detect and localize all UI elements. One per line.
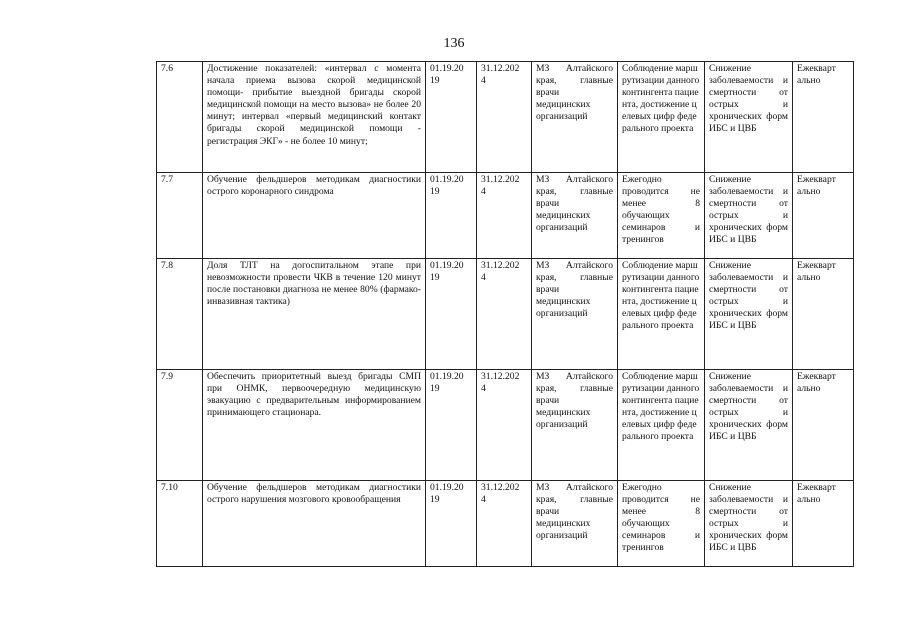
row-effect: Снижение заболеваемости и смертности от острых и хронических форм ИБС и ЦВБ (705, 370, 793, 481)
row-responsible: МЗ Алтайского края, главные врачи медицинских организаций (532, 259, 618, 370)
row-result: Соблюдение маршрутизации данного контингента пациента, достижение целевых цифр федерального проекта (618, 62, 705, 173)
row-responsible: МЗ Алтайского края, главные врачи медицинских организаций (532, 173, 618, 259)
row-period: Ежекварт ально (793, 62, 854, 173)
measures-table (156, 61, 854, 567)
row-responsible: МЗ Алтайского края, главные врачи медицинских организаций (532, 481, 618, 567)
row-period: Ежекварт ально (793, 173, 854, 259)
row-result: Ежегодно проводится не менее 8 обучающих семинаров и тренингов (618, 173, 705, 259)
table-row (157, 481, 854, 567)
row-effect: Снижение заболеваемости и смертности от острых и хронических форм ИБС и ЦВБ (705, 173, 793, 259)
row-end-date: 31.12.202 4 (477, 173, 532, 259)
row-end-date: 31.12.202 4 (477, 259, 532, 370)
row-period: Ежекварт ально (793, 370, 854, 481)
row-result: Соблюдение маршрутизации данного контингента пациента, достижение целевых цифр федерального проекта (618, 370, 705, 481)
row-number: 7.7 (157, 173, 203, 259)
row-number: 7.6 (157, 62, 203, 173)
row-effect: Снижение заболеваемости и смертности от острых и хронических форм ИБС и ЦВБ (705, 259, 793, 370)
row-result: Ежегодно проводится не менее 8 обучающих семинаров и тренингов (618, 481, 705, 567)
table-row (157, 259, 854, 370)
row-start-date: 01.19.20 19 (426, 173, 477, 259)
row-description: Обучение фельдшеров методикам диагностики острого нарушения мозгового кровообращения (203, 481, 426, 567)
row-description: Достижение показателей: «интервал с момента начала приема вызова скорой медицинской помощи- прибытие выездной бригады скорой медицинской помощи на место вызова» не более 20 минут; интервал «первый медицинский контакт бригады скорой медицинской помощи - регистрация ЭКГ» - не более 10 минут; (203, 62, 426, 173)
row-description: Обучение фельдшеров методикам диагностики острого коронарного синдрома (203, 173, 426, 259)
row-number: 7.10 (157, 481, 203, 567)
row-period: Ежекварт ально (793, 259, 854, 370)
row-end-date: 31.12.202 4 (477, 370, 532, 481)
row-responsible: МЗ Алтайского края, главные врачи медицинских организаций (532, 370, 618, 481)
row-end-date: 31.12.202 4 (477, 481, 532, 567)
row-description: Обеспечить приоритетный выезд бригады СМП при ОНМК, первоочередную медицинскую эвакуацию с предварительным информированием принимающего стационара. (203, 370, 426, 481)
row-number: 7.9 (157, 370, 203, 481)
row-start-date: 01.19.20 19 (426, 370, 477, 481)
row-start-date: 01.19.20 19 (426, 259, 477, 370)
row-end-date: 31.12.202 4 (477, 62, 532, 173)
row-description: Доля ТЛТ на догоспитальном этапе при невозможности провести ЧКВ в течение 120 минут после постановки диагноза не менее 80% (фармако-инвазивная тактика) (203, 259, 426, 370)
row-start-date: 01.19.20 19 (426, 481, 477, 567)
row-start-date: 01.19.20 19 (426, 62, 477, 173)
row-period: Ежекварт ально (793, 481, 854, 567)
row-result: Соблюдение маршрутизации данного контингента пациента, достижение целевых цифр федерального проекта (618, 259, 705, 370)
page-number: 136 (443, 36, 465, 51)
table-row (157, 173, 854, 259)
row-effect: Снижение заболеваемости и смертности от острых и хронических форм ИБС и ЦВБ (705, 481, 793, 567)
row-effect: Снижение заболеваемости и смертности от острых и хронических форм ИБС и ЦВБ (705, 62, 793, 173)
row-number: 7.8 (157, 259, 203, 370)
row-responsible: МЗ Алтайского края, главные врачи медицинских организаций (532, 62, 618, 173)
table-row (157, 62, 854, 173)
table-row (157, 370, 854, 481)
